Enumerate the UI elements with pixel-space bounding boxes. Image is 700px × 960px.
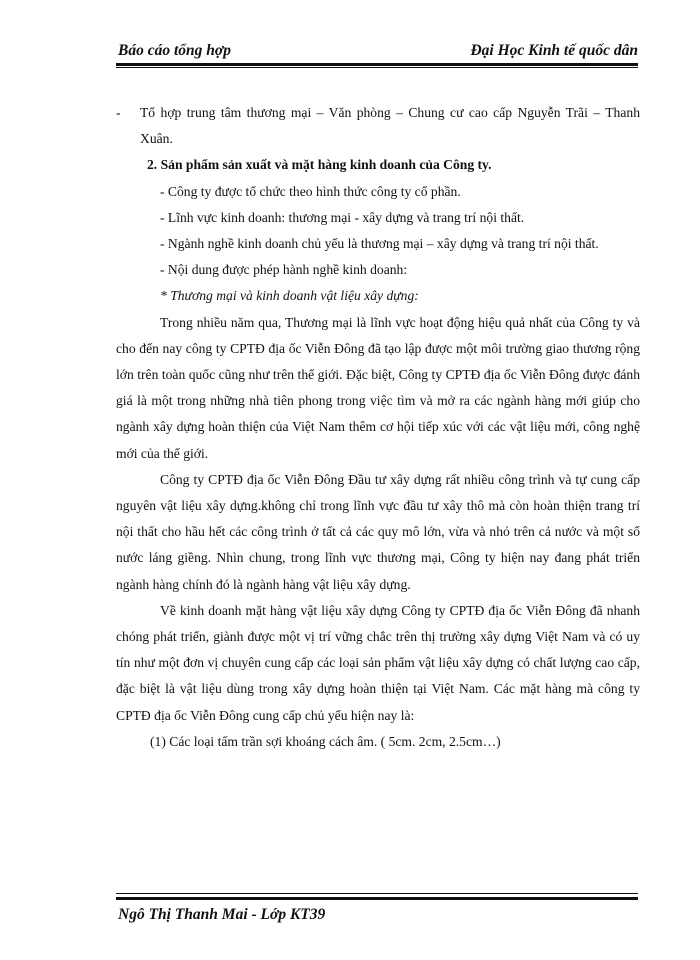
page-footer <box>116 893 638 933</box>
header-report-title: Báo cáo tổng hợp <box>118 42 231 59</box>
licensed-content-item: - Nội dung được phép hành nghề kinh doanh: <box>160 262 408 278</box>
paragraph-investment: Công ty CPTĐ địa ốc Viễn Đông Đầu tư xây dựng rất nhiều công trình và tự cung cấp nguyên vật liệu xây dựng.không chỉ trong lĩnh vực đầu tư xây thô mà còn hoàn thiện trang trí nội thất cho hầu hết các công trình ở tất cả các quy mô lớn, vừa và nhỏ trên cả nước và một số nước láng giềng. Nhìn chung, trong lĩnh vực thương mại, Công ty hiện nay đang phát triển ngành hàng chính đó là ngành hàng vật liệu xây dựng. <box>116 471 640 592</box>
bullet-dash: - <box>116 105 121 120</box>
header-rule-thin <box>116 67 638 68</box>
footer-rule-thick <box>116 897 638 900</box>
page-header <box>116 38 638 68</box>
header-rule-thick <box>116 63 638 66</box>
bullet-item <box>116 100 640 152</box>
header-university-name: Đại Học Kinh tế quốc dân <box>470 42 638 59</box>
main-business-item: - Ngành nghề kinh doanh chủ yếu là thương mại – xây dựng và trang trí nội thất. <box>160 236 599 252</box>
subheading-trade: * Thương mại và kinh doanh vật liệu xây dựng: <box>160 288 419 304</box>
footer-author: Ngô Thị Thanh Mai - Lớp KT39 <box>118 906 326 923</box>
company-form-item: - Công ty được tổ chức theo hình thức công ty cổ phần. <box>160 183 461 199</box>
bullet-text: Tổ hợp trung tâm thương mại – Văn phòng – Chung cư cao cấp Nguyễn Trãi – Thanh Xuân. <box>140 105 640 147</box>
section-title: 2. Sản phẩm sản xuất và mặt hàng kinh doanh của Công ty. <box>147 157 492 173</box>
page-body <box>116 100 640 755</box>
business-field-item: - Lĩnh vực kinh doanh: thương mại - xây dựng và trang trí nội thất. <box>160 209 525 225</box>
paragraph-trade: Trong nhiều năm qua, Thương mại là lĩnh vực hoạt động hiệu quả nhất của Công ty và cho đến nay công ty CPTĐ địa ốc Viễn Đông đã tạo lập được một môi trường giao thương rộng lớn trên toàn quốc cũng như trên thế giới. Đặc biệt, Công ty CPTĐ địa ốc Viễn Đông được đánh giá là một trong những nhà tiên phong trong việc tìm và mở ra các ngành hàng mới giúp cho ngành xây dựng hoàn thiện của Việt Nam thêm cơ hội tiếp xúc với các vật liệu mới, công nghệ mới của thế giới. <box>116 314 640 461</box>
paragraph-materials: Về kinh doanh mặt hàng vật liệu xây dựng Công ty CPTĐ địa ốc Viễn Đông đã nhanh chóng phát triển, giành được một vị trí vững chắc trên thị trường xây dựng Việt Nam và có uy tín như một đơn vị chuyên cung cấp các loại sản phẩm vật liệu xây dựng có chất lượng cao cấp, đặc biệt là vật liệu dùng trong xây dựng hoàn thiện tại Việt Nam. Các mặt hàng mà công ty CPTĐ địa ốc Viễn Đông cung cấp chủ yếu hiện nay là: <box>116 602 640 723</box>
footer-rule-thin <box>116 893 638 894</box>
list-item-ceiling-tiles: (1) Các loại tấm trần sợi khoáng cách âm. ( 5cm. 2cm, 2.5cm…) <box>150 733 501 749</box>
